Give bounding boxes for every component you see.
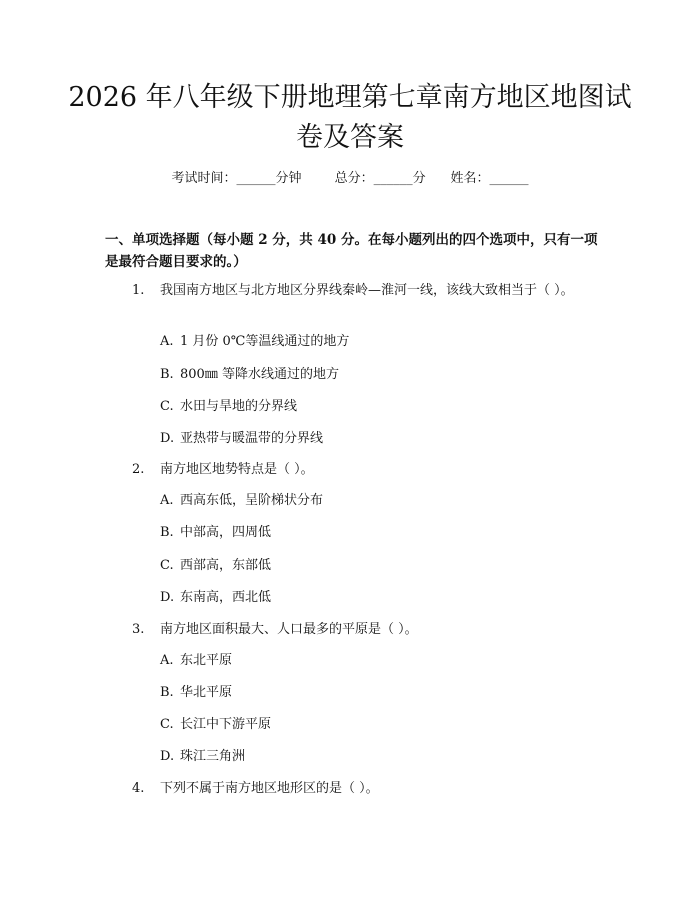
option-letter: A. bbox=[160, 493, 174, 508]
question-3 bbox=[105, 619, 600, 641]
option-1c bbox=[160, 398, 600, 416]
question-number: 2. bbox=[132, 462, 145, 477]
section-heading: 一、单项选择题（每小题 2 分，共 40 分。在每小题列出的四个选项中，只有一项是最符合题目要求的。） bbox=[105, 232, 598, 270]
time-label: 考试时间： bbox=[171, 171, 237, 186]
option-2a bbox=[160, 492, 600, 510]
question-number: 1. bbox=[132, 283, 145, 298]
option-letter: B. bbox=[160, 367, 174, 382]
option-text: 水田与旱地的分界线 bbox=[180, 399, 298, 414]
question-1 bbox=[105, 280, 600, 302]
option-text: 亚热带与暖温带的分界线 bbox=[180, 431, 324, 446]
option-text: 中部高，四周低 bbox=[180, 525, 272, 540]
question-text: 下列不属于南方地区地形区的是（ ）。 bbox=[160, 781, 379, 796]
exam-meta bbox=[0, 170, 700, 188]
option-1b bbox=[160, 366, 600, 384]
option-letter: C. bbox=[160, 558, 174, 573]
option-2c bbox=[160, 557, 600, 575]
option-2d bbox=[160, 589, 600, 607]
option-text: 东北平原 bbox=[180, 653, 233, 668]
option-letter: A. bbox=[160, 334, 174, 349]
question-number: 4. bbox=[132, 781, 145, 796]
option-letter: D. bbox=[160, 431, 175, 446]
option-1d bbox=[160, 430, 600, 448]
option-text: 800㎜ 等降水线通过的地方 bbox=[180, 367, 339, 382]
question-text: 我国南方地区与北方地区分界线秦岭—淮河一线，该线大致相当于（ ）。 bbox=[160, 283, 574, 298]
option-letter: D. bbox=[160, 590, 175, 605]
option-letter: B. bbox=[160, 525, 174, 540]
option-text: 珠江三角洲 bbox=[180, 749, 246, 764]
score-label: 总分： bbox=[334, 171, 374, 186]
time-unit: 分钟 bbox=[275, 171, 302, 186]
score-unit: 分 bbox=[412, 171, 426, 186]
option-text: 1 月份 0℃等温线通过的地方 bbox=[180, 334, 350, 349]
question-4 bbox=[105, 778, 600, 800]
option-3a bbox=[160, 652, 600, 670]
score-blank: ______ bbox=[373, 171, 413, 186]
page-title: 2026 年八年级下册地理第七章南方地区地图试卷及答案 bbox=[68, 82, 632, 153]
option-3c bbox=[160, 716, 600, 734]
name-label: 姓名： bbox=[450, 171, 490, 186]
option-text: 东南高，西北低 bbox=[180, 590, 272, 605]
option-text: 长江中下游平原 bbox=[180, 717, 272, 732]
option-letter: D. bbox=[160, 749, 175, 764]
question-2 bbox=[105, 459, 600, 481]
option-text: 华北平原 bbox=[180, 685, 233, 700]
time-blank: ______ bbox=[236, 171, 276, 186]
question-text: 南方地区地势特点是（ ）。 bbox=[160, 462, 314, 477]
name-blank: ______ bbox=[489, 171, 529, 186]
option-letter: B. bbox=[160, 685, 174, 700]
option-text: 西部高，东部低 bbox=[180, 558, 272, 573]
question-text: 南方地区面积最大、人口最多的平原是（ ）。 bbox=[160, 622, 418, 637]
option-letter: C. bbox=[160, 717, 174, 732]
question-number: 3. bbox=[132, 622, 145, 637]
option-letter: C. bbox=[160, 399, 174, 414]
option-text: 西高东低，呈阶梯状分布 bbox=[180, 493, 324, 508]
option-3b bbox=[160, 684, 600, 702]
option-1a bbox=[160, 333, 600, 351]
option-letter: A. bbox=[160, 653, 174, 668]
option-2b bbox=[160, 524, 600, 542]
option-3d bbox=[160, 748, 600, 766]
